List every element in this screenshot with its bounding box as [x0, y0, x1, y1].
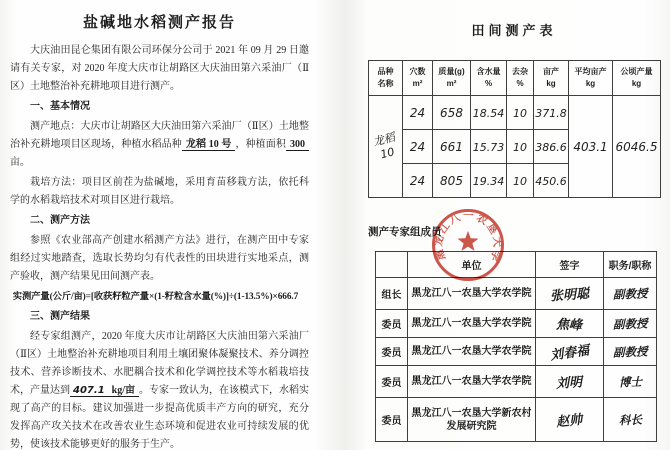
cell-organization: 黑龙江八一农垦大学农学院 — [408, 366, 536, 398]
section-heading-method: 二、测产方法 — [30, 215, 90, 226]
cell-mass: 661 — [433, 130, 471, 164]
header-yield-mu: 亩产 kg — [534, 61, 569, 96]
field-table-title: 田间测产表 — [471, 23, 557, 38]
cell-hectare-yield: 6046.5 — [613, 96, 661, 198]
cell-signature: 张明聪 — [536, 278, 604, 310]
cell-yield: 371.8 — [534, 96, 569, 130]
cell-holes: 24 — [403, 130, 433, 164]
cell-position: 副教授 — [604, 310, 657, 338]
field-table-header-row — [369, 61, 661, 96]
header-moisture: 含水量 % — [471, 61, 507, 96]
cell-role: 委员 — [376, 310, 408, 338]
cell-role: 委员 — [376, 338, 408, 366]
cell-impurity: 10 — [507, 130, 534, 164]
cell-position: 副教授 — [604, 278, 657, 310]
header-holes: 穴数 m² — [403, 61, 433, 96]
cell-position: 博士 — [604, 366, 657, 398]
cell-signature: 赵帅 — [536, 398, 604, 442]
cell-mass: 805 — [433, 164, 471, 198]
area-unit-text: 亩。 — [10, 157, 30, 168]
cell-impurity: 10 — [507, 96, 534, 130]
cell-moisture: 15.73 — [471, 130, 507, 164]
header-impurity: 去杂 % — [507, 61, 534, 96]
header-hectare-yield: 公顷产量 kg — [613, 61, 661, 96]
expert-row — [376, 366, 657, 398]
results-text: 经专家组测产，2020 年度大庆市让胡路区大庆油田第六采油厂（Ⅱ区）土地整治补充耕地项目利用土壤团聚体凝聚技术、养分调控技术、营养诊断技术、水肥耦合技术和化学调控技术等水稻栽培技术，产量达到 — [10, 331, 309, 396]
cell-organization: 黑龙江八一农垦大学农学院 — [408, 310, 536, 338]
expert-row — [376, 338, 657, 366]
cell-yield: 386.6 — [534, 130, 569, 164]
stamp-arc-text: 黑龙江八一农垦大学 — [432, 209, 504, 265]
cell-mass: 658 — [433, 96, 471, 130]
header-signature: 签字 — [536, 252, 604, 278]
location-text: 测产地点：大庆市让胡路区大庆油田第六采油厂（Ⅱ区）土地整治补充耕地项目区现场，种植水稻品种 — [10, 121, 309, 150]
results-conclusion-text: 。专家一致认为，在该模式下，水稻实现了高产的目标。建议加强进一步提高优质丰产方向的研究，充分发挥高产攻关技术在改善农业生态环境和促进农业可持续发展的优势，使该技术能够更好的服务于生产。 — [10, 385, 310, 450]
cell-position: 科长 — [604, 398, 657, 442]
expert-row — [376, 398, 657, 442]
header-avg-yield: 平均亩产 kg — [569, 61, 613, 96]
tables-page — [335, 0, 670, 450]
cell-organization: 黑龙江八一农垦大学新农村发展研究院 — [408, 398, 536, 442]
cell-organization: 黑龙江八一农垦大学农学院 — [408, 278, 536, 310]
header-position-title: 职务/职称 — [604, 252, 657, 278]
expert-table-header-row — [376, 252, 657, 278]
report-intro-paragraph: 大庆油田昆仑集团有限公司环保分公司于 2021 年 09 月 29 日邀请有关专家，对 2020 年度大庆市让胡路区大庆油田第六采油厂（Ⅱ区）土地整治补充耕地项目进行测产。 — [10, 45, 309, 92]
field-yield-table — [368, 60, 661, 198]
cell-holes: 24 — [403, 96, 433, 130]
header-variety: 品种 名称 — [369, 61, 403, 96]
report-results-paragraph — [10, 328, 309, 450]
cell-signature: 刘春福 — [536, 338, 604, 366]
report-location-paragraph — [10, 118, 309, 172]
report-cultivation-paragraph: 栽培方法：项目区前茬为盐碱地，采用育苗移栽方法，依托科学的水稻栽培技术对项目区进行栽培。 — [10, 177, 309, 206]
yield-unit: kg/亩 — [108, 385, 139, 397]
cell-moisture: 18.54 — [471, 96, 507, 130]
cell-position: 副教授 — [604, 338, 657, 366]
expert-row — [376, 310, 657, 338]
area-label-text: ，种植面积 — [235, 139, 287, 150]
section-heading-basic-info: 一、基本情况 — [30, 101, 90, 112]
yield-formula: 实测产量(公斤/亩)=[收获籽粒产量×(1-籽粒含水量(%)]÷(1-13.5%)×666.7 — [12, 292, 299, 302]
expert-row — [376, 278, 657, 310]
cell-role: 组长 — [376, 278, 408, 310]
header-role-blank — [376, 252, 408, 278]
header-mass: 质量(g) m² — [433, 61, 471, 96]
cell-yield: 450.6 — [534, 164, 569, 198]
stamp-star-icon — [458, 231, 479, 251]
expert-group-label: 测产专家组成员 — [368, 226, 442, 238]
cell-avg-yield: 403.1 — [569, 96, 613, 198]
field-table-row — [369, 96, 661, 130]
report-method-paragraph: 参照《农业部高产创建水稻测产方法》进行，在测产田中专家组经过实地踏查，选取长势均匀有代表性的田块进行实地采点，测产验收，测产结果见田间测产表。 — [10, 235, 309, 282]
area-fill-in: 300 — [286, 139, 309, 151]
cell-variety: 龙稻10 — [369, 96, 403, 198]
cell-impurity: 10 — [507, 164, 534, 198]
section-heading-results: 三、测产结果 — [30, 311, 90, 322]
cell-holes: 24 — [403, 164, 433, 198]
report-title: 盐碱地水稻测产报告 — [82, 14, 236, 31]
cell-moisture: 19.34 — [471, 164, 507, 198]
cell-role: 委员 — [376, 366, 408, 398]
cell-signature: 刘明 — [536, 366, 604, 398]
cell-role: 委员 — [376, 398, 408, 442]
variety-fill-in: 龙稻 10 号 — [182, 139, 236, 151]
yield-fill-in: 407.1 — [70, 385, 108, 397]
header-organization: 单位 — [408, 252, 536, 278]
expert-group-table — [375, 251, 657, 442]
cell-organization: 黑龙江八一农垦大学农学院 — [408, 338, 536, 366]
cell-signature: 焦峰 — [536, 310, 604, 338]
